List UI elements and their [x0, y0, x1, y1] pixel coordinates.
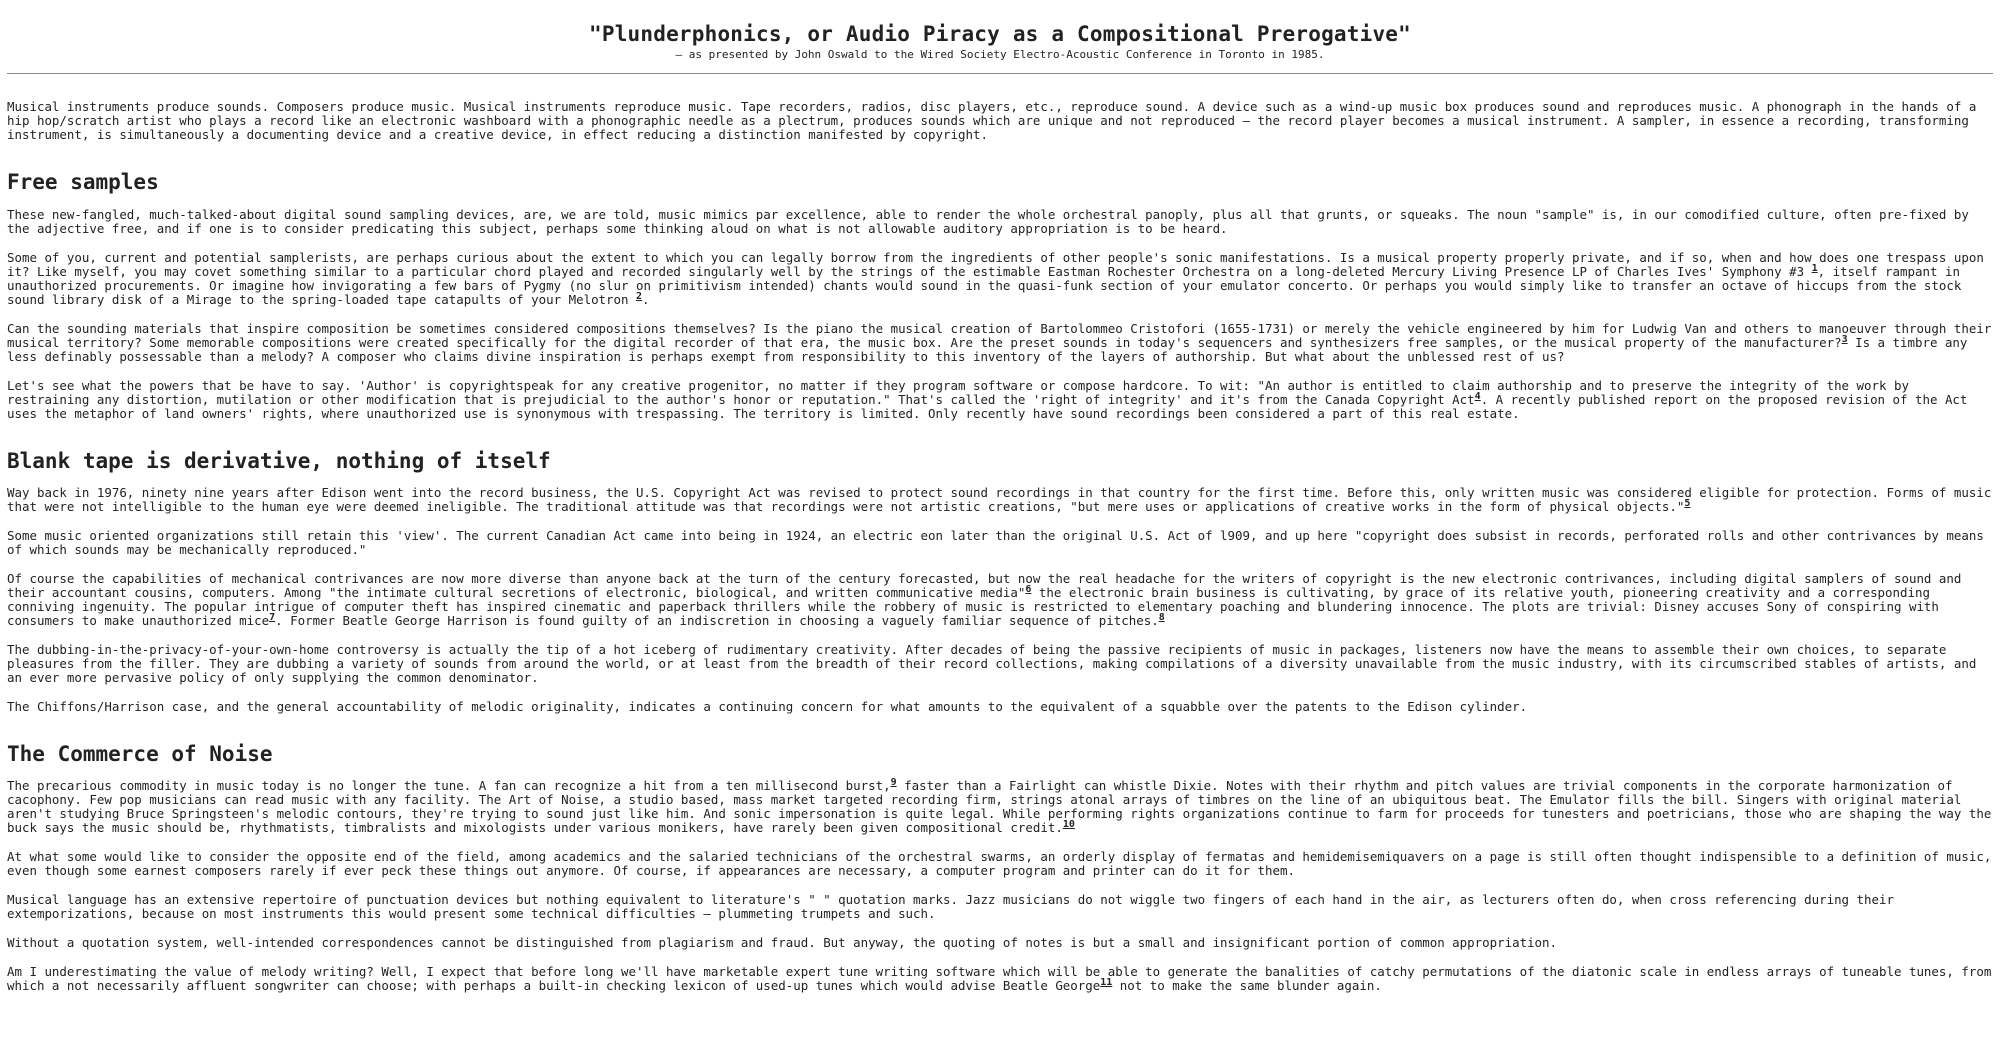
footnote-link[interactable]: 3 — [1841, 333, 1848, 345]
paragraph — [7, 700, 1993, 714]
paragraph — [7, 893, 1993, 921]
paragraph-text: Musical instruments produce sounds. Composers produce music. Musical instruments reproduce music. Tape recorders, radios, disc players, etc., reproduce sound. A device such as a wind-up music box produces sound and reproduces music. A phonograph in the hands of a hip hop/scratch artist who plays a record like an electronic washboard with a phonographic needle as a plectrum, produces sounds which are unique and not reproduced — the record player becomes a musical instrument. A sampler, in essence a recording, transforming instrument, is simultaneously a documenting device and a creative device, in effect reducing a distinction manifested by copyright. — [7, 99, 1977, 143]
paragraph — [7, 643, 1993, 685]
page-title: "Plunderphonics, or Audio Piracy as a Compositional Prerogative" — [589, 22, 1411, 46]
footnote-link[interactable]: 7 — [269, 611, 276, 623]
article-section — [7, 170, 1993, 420]
document-header — [7, 8, 1993, 62]
paragraph-text: Am I underestimating the value of melody writing? Well, I expect that before long we'll have marketable expert tune writing software which will be able to generate the banalities of catchy permutations of the diatonic scale in endless arrays of tuneable tunes, from which a not necessarily affluent songwriter can choose; with perhaps a built-in checking lexicon of used-up tunes which would advise Beatle George — [7, 964, 1992, 994]
paragraph — [7, 486, 1993, 514]
article-body — [7, 170, 1993, 993]
paragraph — [7, 208, 1993, 236]
paragraph-text: These new-fangled, much-talked-about digital sound sampling devices, are, we are told, music mimics par excellence, able to render the whole orchestral panoply, plus all that grunts, or squeaks. The noun "sample" is, in our comodified culture, often pre-fixed by the adjective free, and if one is to consider predicating this subject, perhaps some thinking aloud on what is not allowable auditory appropriation is to be heard. — [7, 206, 1969, 236]
paragraph — [7, 251, 1993, 307]
paragraph-text: Is a timbre any less definably possessable than a melody? A composer who claims divine inspiration is perhaps exempt from responsibility to this inventory of the layers of authorship. But what about the unblessed rest of us? — [7, 334, 1968, 364]
section-heading: Free samples — [7, 170, 159, 195]
article-section — [7, 449, 1993, 714]
paragraph-text: faster than a Fairlight can whistle Dixie. Notes with their rhythm and pitch values are trivial components in the corporate harmonization of cacophony. Few pop musicians can read music with any facility. The Art of Noise, a studio based, mass market targeted recording firm, strings atonal arrays of timbres on the line of an ubiquitous beat. The Emulator fills the bill. Singers with original material aren't studying Bruce Springsteen's melodic contours, they're trying to sound just like him. And sonic impersonation is quite legal. While performing rights organizations continue to farm for proceeds for tunesters and poetricians, those who are shaping the way the buck says the music should be, rhythmatists, timbralists and mixologists under various monikers, have rarely been given compositional credit. — [7, 778, 1992, 836]
paragraph — [7, 936, 1993, 950]
paragraph-text: At what some would like to consider the opposite end of the field, among academics and the salaried technicians of the orchestral swarms, an orderly display of fermatas and hemidemisemiquavers on a page is still often thought indispensible to a definition of music, even though some earnest composers rarely if ever peck these things out anymore. Of course, if appearances are necessary, a computer program and printer can do it for them. — [7, 849, 1992, 879]
footnote-link[interactable]: 10 — [1062, 818, 1075, 830]
paragraph-text: . A recently published report on the proposed revision of the Act uses the metaphor of land owners' rights, where unauthorized use is synonymous with trespassing. The territory is limited. Only recently have sound recordings been considered a part of this real estate. — [7, 391, 1968, 421]
paragraph-text: The dubbing-in-the-privacy-of-your-own-home controversy is actually the tip of a hot iceberg of rudimentary creativity. After decades of being the passive recipients of music in packages, listeners now have the means to assemble their own choices, to separate pleasures from the filler. They are dubbing a variety of sounds from around the world, or at least from the breadth of their record collections, making compilations of a diversity unavailable from the music industry, with its circumscribed stables of artists, and an ever more pervasive policy of only supplying the common denominator. — [7, 641, 1977, 685]
paragraph-text: Some of you, current and potential samplerists, are perhaps curious about the extent to which you can legally borrow from the ingredients of other people's sonic manifestations. Is a musical property properly private, and if so, when and how does one trespass upon it? Like myself, you may covet something similar to a particular chord played and recorded singularly well by the strings of the estimable Eastman Rochester Orchestra on a long-deleted Mercury Living Presence LP of Charles Ives' Symphony #3 — [7, 249, 1984, 279]
paragraph — [7, 572, 1993, 628]
paragraph-text: Some music oriented organizations still retain this 'view'. The current Canadian Act came into being in 1924, an electric eon later than the original U.S. Act of l909, and up here "copyright does subsist in records, perforated rolls and other contrivances by means of which sounds may be mechanically reproduced." — [7, 527, 1984, 557]
paragraph — [7, 529, 1993, 557]
paragraph-text: Of course the capabilities of mechanical contrivances are now more diverse than anyone back at the turn of the century forecasted, but now the real headache for the writers of copyright is the new electronic contrivances, including digital samplers of sound and their accountant cousins, computers. Among "the intimate cultural secretions of electronic, biological, and written communicative media" — [7, 570, 1962, 600]
paragraph — [7, 100, 1993, 142]
paragraph-text: Musical language has an extensive repertoire of punctuation devices but nothing equivalent to literature's " " quotation marks. Jazz musicians do not wiggle two fingers of each hand in the air, as lecturers often do, when cross referencing during their extemporizations, because on most instruments this would present some technical difficulties — plummeting trumpets and such. — [7, 892, 1894, 922]
paragraph-text: Without a quotation system, well-intended correspondences cannot be distinguished from plagiarism and fraud. But anyway, the quoting of notes is but a small and insignificant portion of common appropriation. — [7, 935, 1558, 951]
footnote-link[interactable]: 9 — [890, 776, 897, 788]
section-heading: Blank tape is derivative, nothing of itself — [7, 448, 551, 473]
paragraph — [7, 776, 1993, 836]
paragraph — [7, 379, 1993, 421]
paragraph-text: , itself rampant in unauthorized procurements. Or imagine how invigorating a few bars of Pygmy (no slur on primitivism intended) chants would sound in the quasi-funk section of your emulator concerto. Or perhaps you would simply like to transfer an octave of hiccups from the stock sound library disk of a Mirage to the spring-loaded tape catapults of your Melotron — [7, 263, 1962, 307]
footnote-link[interactable]: 11 — [1100, 976, 1113, 988]
article-section — [7, 742, 1993, 993]
paragraph-text: . Former Beatle George Harrison is found guilty of an indiscretion in choosing a vaguely familiar sequence of pitches. — [275, 612, 1159, 628]
paragraph-text: . — [642, 291, 650, 307]
paragraph-text: The Chiffons/Harrison case, and the general accountability of melodic originality, indicates a continuing concern for what amounts to the equivalent of a squabble over the patents to the Edison cylinder. — [7, 698, 1528, 714]
footnote-link[interactable]: 1 — [1811, 262, 1818, 274]
paragraph — [7, 322, 1993, 364]
footnote-link[interactable]: 5 — [1684, 497, 1691, 509]
paragraph-text: Can the sounding materials that inspire composition be sometimes considered compositions themselves? Is the piano the musical creation of Bartolommeo Cristofori (1655-1731) or merely the vehicle engineered by him for Ludwig Van and others to manoeuver through their musical territory? Some memorable compositions were created specifically for the digital recorder of that era, the music box. Are the preset sounds in today's sequencers and synthesizers free samples, or the musical property of the manufacturer? — [7, 320, 1992, 350]
paragraph-text: not to make the same blunder again. — [1112, 978, 1382, 994]
paragraph-text: Let's see what the powers that be have to say. 'Author' is copyrightspeak for any creative progenitor, no matter if they program software or compose hardcore. To wit: "An author is entitled to claim authorship and to preserve the integrity of the work by restraining any distortion, mutilation or other modification that is prejudicial to the author's honor or reputation." That's called the 'right of integrity' and it's from the Canada Copyright Act — [7, 377, 1909, 407]
intro-section — [7, 100, 1993, 142]
footnote-link[interactable]: 8 — [1158, 611, 1165, 623]
header-divider — [7, 73, 1993, 74]
footnote-link[interactable]: 2 — [636, 290, 643, 302]
paragraph-text: Way back in 1976, ninety nine years after Edison went into the record business, the U.S. Copyright Act was revised to protect sound recordings in that country for the first time. Before this, only written music was considered eligible for protection. Forms of music that were not intelligible to the human eye were deemed ineligible. The traditional attitude was that recordings were not artistic creations, "but mere uses or applications of creative works in the form of physical objects." — [7, 484, 1992, 514]
paragraph — [7, 850, 1993, 878]
footnote-link[interactable]: 4 — [1474, 390, 1481, 402]
paragraph-text: the electronic brain business is cultivating, by grace of its relative youth, pioneering creativity and a corresponding conniving ingenuity. The popular intrigue of computer theft has inspired cinematic and paperback thrillers while the robbery of music is restricted to elementary poaching and blundering innocence. The plots are trivial: Disney accuses Sony of conspiring with consumers to make unauthorized mice — [7, 584, 1939, 628]
section-heading: The Commerce of Noise — [7, 741, 273, 766]
paragraph-text: The precarious commodity in music today is no longer the tune. A fan can recognize a hit from a ten millisecond burst, — [7, 778, 891, 794]
paragraph — [7, 965, 1993, 993]
page-subtitle: — as presented by John Oswald to the Wired Society Electro-Acoustic Conference in Toronto in 1985. — [675, 48, 1325, 62]
footnote-link[interactable]: 6 — [1025, 583, 1032, 595]
